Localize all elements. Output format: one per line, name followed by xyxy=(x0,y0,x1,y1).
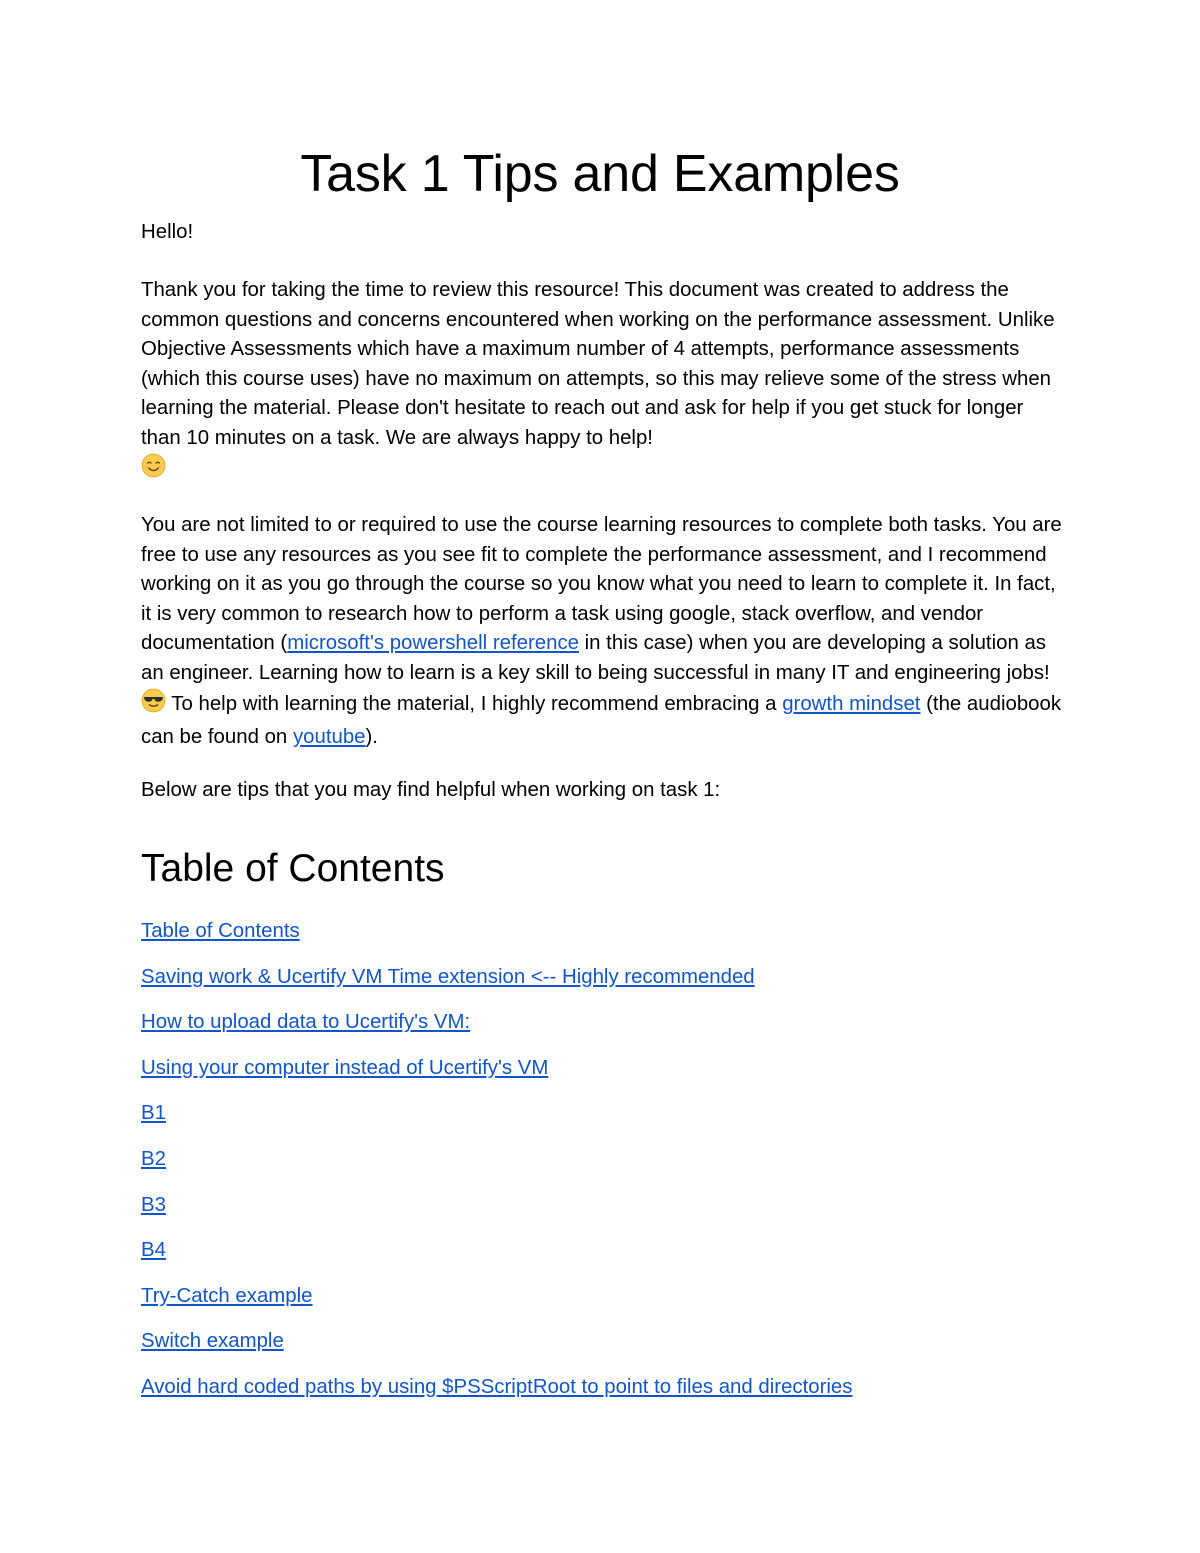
resources-text-d: (the audiobook can be found on xyxy=(141,693,1062,748)
intro-paragraph xyxy=(141,276,1061,488)
growth-mindset-link[interactable]: growth mindset xyxy=(782,693,921,715)
toc-item xyxy=(141,1190,852,1236)
toc-item xyxy=(141,1235,852,1281)
toc-link-b4[interactable]: B4 xyxy=(141,1239,166,1262)
table-of-contents xyxy=(141,916,852,1418)
greeting-text: Hello! xyxy=(141,221,194,243)
toc-item xyxy=(141,1372,852,1418)
toc-heading: Table of Contents xyxy=(141,847,445,890)
toc-item xyxy=(141,1007,852,1053)
resources-text-a: You are not limited to or required to use the course learning resources to complete both tasks. You are free to use any resources as you see fit to complete the performance assessment, and I recommend working on it as you go through the course so you know what you need to learn to complete it. In fact, it is very common to research how to perform a task using google, stack overflow, and vendor documentation ( xyxy=(141,514,1062,654)
toc-link-switch[interactable]: Switch example xyxy=(141,1330,284,1353)
toc-link-using-your-computer[interactable]: Using your computer instead of Ucertify's VM xyxy=(141,1056,549,1079)
toc-link-b3[interactable]: B3 xyxy=(141,1193,166,1216)
resources-paragraph xyxy=(141,511,1066,752)
smiling-face-icon xyxy=(141,453,166,488)
toc-link-b1[interactable]: B1 xyxy=(141,1102,166,1125)
toc-link-saving-work[interactable]: Saving work & Ucertify VM Time extension <-- Highly recommended xyxy=(141,965,755,988)
toc-item xyxy=(141,916,852,962)
resources-text-e: ). xyxy=(365,725,378,748)
sunglasses-face-icon xyxy=(141,688,166,723)
resources-text-c: To help with learning the material, I highly recommend embracing a xyxy=(166,693,783,715)
toc-link-psscriptroot[interactable]: Avoid hard coded paths by using $PSScriptRoot to point to files and directories xyxy=(141,1375,853,1398)
powershell-reference-link[interactable]: microsoft's powershell reference xyxy=(287,632,579,654)
toc-link-b2[interactable]: B2 xyxy=(141,1147,166,1170)
document-title: Task 1 Tips and Examples xyxy=(300,145,900,203)
toc-link-upload-data[interactable]: How to upload data to Ucertify's VM: xyxy=(141,1011,471,1034)
resources-text-b: in this case) when you are developing a solution as an engineer. Learning how to learn is a key skill to being successful in many IT and engineering jobs! xyxy=(141,632,1050,684)
toc-item xyxy=(141,1281,852,1327)
youtube-link[interactable]: youtube xyxy=(292,725,366,748)
toc-item xyxy=(141,962,852,1008)
toc-item xyxy=(141,1053,852,1099)
toc-link-try-catch[interactable]: Try-Catch example xyxy=(141,1284,313,1307)
intro-text: Thank you for taking the time to review this resource! This document was created to address the common questions and concerns encountered when working on the performance assessment. Unlike Objective Assessments which have a maximum number of 4 attempts, performance assessments (which this course uses) have no maximum on attempts, so this may relieve some of the stress when learning the material. Please don't hesitate to reach out and ask for help if you get stuck for longer than 10 minutes on a task. We are always happy to help! xyxy=(141,279,1055,449)
toc-item xyxy=(141,1326,852,1372)
toc-item xyxy=(141,1098,852,1144)
toc-link-table-of-contents[interactable]: Table of Contents xyxy=(141,920,300,942)
toc-item xyxy=(141,1144,852,1190)
tips-intro-text: Below are tips that you may find helpful when working on task 1: xyxy=(141,779,721,801)
